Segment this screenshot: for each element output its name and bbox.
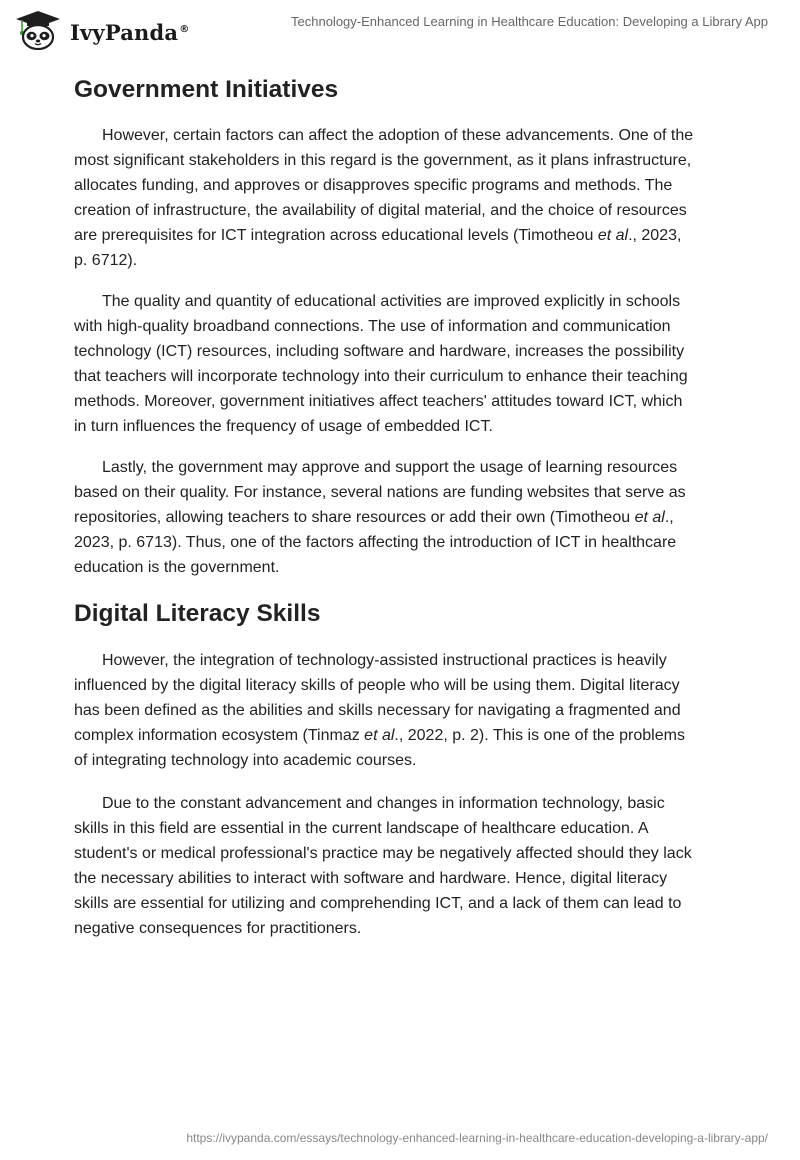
document-title: Technology-Enhanced Learning in Healthcare Education: Developing a Library App bbox=[291, 14, 768, 29]
ivypanda-logo[interactable] bbox=[14, 10, 189, 55]
section-heading-government-initiatives: Government Initiatives bbox=[74, 76, 339, 103]
section-heading-digital-literacy-skills: Digital Literacy Skills bbox=[74, 600, 321, 627]
brand-name: IvyPanda® bbox=[70, 20, 190, 45]
paragraph: Lastly, the government may approve and support the usage of learning resources based on their quality. For instance, several nations are funding websites that serve as repositories, allowing teachers to share resources or add their own (Timotheou et al., 2023, p. 6713). Thus, one of the factors affecting the introduction of ICT in healthcare education is the government. bbox=[74, 459, 686, 576]
paragraph: Due to the constant advancement and changes in information technology, basic skills in this field are essential in the current landscape of healthcare education. A student's or medical professional's practice may be negatively affected should they lack the necessary abilities to interact with software and hardware. Hence, digital literacy skills are essential for utilizing and comprehending ICT, and a lack of them can lead to negative consequences for practitioners. bbox=[74, 795, 692, 937]
page-header bbox=[0, 0, 800, 60]
paragraph: The quality and quantity of educational activities are improved explicitly in schools with high-quality broadband connections. The use of information and communication technology (ICT) resources, including software and hardware, increases the possibility that teachers will incorporate technology into their curriculum to enhance their teaching methods. Moreover, government initiatives affect teachers' attitudes toward ICT, which in turn influences the frequency of usage of embedded ICT. bbox=[74, 293, 688, 435]
source-url[interactable]: https://ivypanda.com/essays/technology-enhanced-learning-in-healthcare-education-developing-a-library-app/ bbox=[186, 1131, 768, 1145]
essay-body bbox=[74, 70, 724, 941]
panda-graduate-icon bbox=[14, 10, 62, 55]
paragraph: However, the integration of technology-assisted instructional practices is heavily influenced by the digital literacy skills of people who will be using them. Digital literacy has been defined as the abilities and skills necessary for navigating a fragmented and complex information ecosystem (Tinmaz et al., 2022, p. 2). This is one of the problems of integrating technology into academic courses. bbox=[74, 652, 685, 769]
registered-mark: ® bbox=[179, 24, 190, 35]
paragraph: However, certain factors can affect the adoption of these advancements. One of the most significant stakeholders in this regard is the government, as it plans infrastructure, allocates funding, and approves or disapproves specific programs and methods. The creation of infrastructure, the availability of digital material, and the choice of resources are prerequisites for ICT integration across educational levels (Timotheou et al., 2023, p. 6712). bbox=[74, 127, 694, 269]
